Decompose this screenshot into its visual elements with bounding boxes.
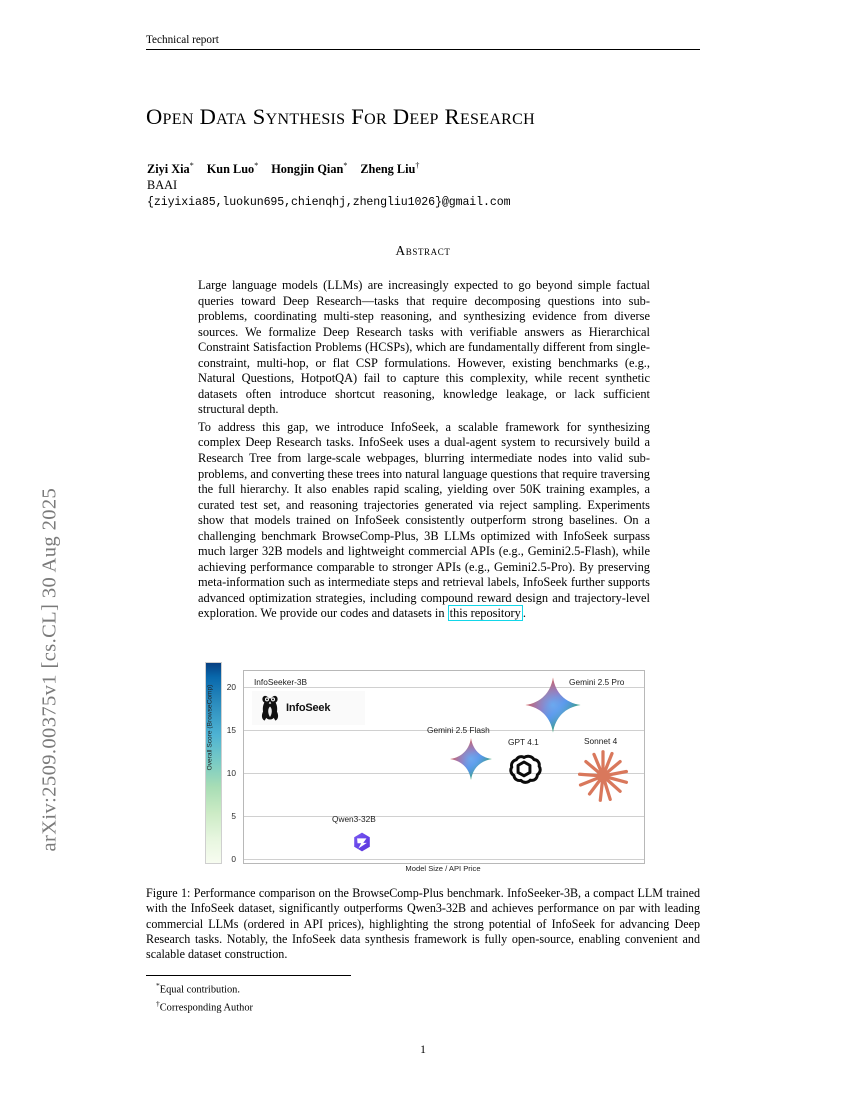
page-title: Open Data Synthesis For Deep Research (146, 104, 535, 129)
gemini-star-icon-flash (449, 737, 493, 781)
running-head-rule (146, 49, 700, 50)
author-name: Zheng Liu (360, 162, 416, 177)
author-entry (271, 162, 347, 176)
footnotes (146, 975, 700, 1015)
footnote-item (146, 997, 700, 1015)
author-mark: † (415, 161, 420, 170)
arxiv-stamp (0, 0, 60, 1100)
chart-point-label-gemini-2-5-flash: Gemini 2.5 Flash (427, 725, 490, 735)
page-number: 1 (420, 1043, 426, 1056)
footnote-rule (146, 975, 351, 976)
footnote-text: Equal contribution. (159, 984, 240, 996)
chart-ylabel: Overall Score (BrowseComp) (206, 684, 214, 771)
abstract-paragraph-2 (198, 420, 650, 622)
chart-ytick: 15 (226, 725, 236, 735)
running-head-text: Technical report (146, 34, 219, 46)
chart-point-label-sonnet-4: Sonnet 4 (584, 736, 618, 746)
abstract-heading: Abstract (395, 243, 451, 258)
arxiv-stamp-text: arXiv:2509.00375v1 [cs.CL] 30 Aug 2025 (38, 487, 61, 852)
chart-plot-area (243, 670, 645, 864)
author-mark: * (343, 161, 348, 170)
affiliation: BAAI (147, 178, 178, 193)
infoseek-owl-logo-panel (252, 691, 365, 725)
chart-gridline (244, 687, 644, 688)
footnote-item (146, 979, 700, 997)
author-name: Kun Luo (206, 162, 255, 177)
author-entry (360, 162, 419, 176)
repository-link[interactable]: this repository (449, 606, 521, 621)
chart-yaxis-ticks (198, 670, 243, 862)
abstract-p2-text-before-link: To address this gap, we introduce InfoSeek, a scalable framework for synthesizing complex Deep Research tasks. InfoSeek uses a dual-agent system to recursively build a Research Tree from large-scale webpages, blurring intermediate nodes into valid sub-problems, and converting these trees into natural language questions that require traversing the full hierarchy. It also enables rapid scaling, yielding over 50K training examples, a curated test set, and reasoning trajectories generated via reject sampling. Experiments show that models trained on InfoSeek consistently outperform strong baselines. On a challenging benchmark BrowseComp-Plus, 3B LLMs optimized with InfoSeek surpass much larger 32B models and lightweight commercial APIs (e.g., Gemini2.5-Flash), while achieving performance comparable to stronger APIs (e.g., Gemini2.5-Pro). By preserving meta-information such as intermediate steps and retrieval labels, InfoSeek further supports advanced optimization strategies, including compound reward design and trajectory-level exploration. We provide our codes and datasets in (198, 419, 650, 621)
chart-ytick: 20 (226, 682, 236, 692)
abstract-paragraph-1: Large language models (LLMs) are increasingly expected to go beyond simple factual queries toward Deep Research—tasks that require decomposing questions into sub-problems, coordinating multi-step reasoning, and synthesizing evidence from diverse sources. We formalize Deep Research tasks with verifiable answers as Hierarchical Constraint Satisfaction Problems (HCSPs), which are fundamentally different from single-constraint, multi-hop, or flat CSP formulations. However, existing benchmarks (e.g., Natural Questions, HotpotQA) fail to capture this complexity, while recent synthetic datasets often introduce shortcut reasoning, knowledge leakage, or lack sufficient structural depth. (198, 278, 650, 417)
chart-gridline (244, 859, 644, 860)
chart-ytick: 0 (231, 854, 236, 864)
author-entry (207, 162, 259, 176)
anthropic-burst-icon (576, 749, 630, 803)
chart-ytick: 5 (231, 811, 236, 821)
author-mark: * (189, 161, 194, 170)
chart-xlabel: Model Size / API Price (405, 864, 481, 873)
chart-point-label-infoseeker-3b: InfoSeeker-3B (254, 677, 308, 687)
running-head (146, 33, 700, 50)
author-name: Hongjin Qian (271, 162, 344, 177)
footnote-text: Corresponding Author (159, 1002, 253, 1014)
author-list (147, 158, 701, 177)
figure-caption: Figure 1: Performance comparison on the BrowseComp-Plus benchmark. InfoSeeker-3B, a compact LLM trained with the InfoSeek dataset, significantly outperforms Qwen3-32B and achieves performance on par with leading commercial LLMs (ordered in API prices), highlighting the strong potential of InfoSeek for advancing Deep Research tasks. Notably, the InfoSeek data synthesis framework is fully open-source, enabling convenient and scalable dataset construction. (146, 886, 700, 962)
chart-point-label-qwen3-32b: Qwen3-32B (332, 814, 376, 824)
paper-page (146, 0, 700, 1100)
qwen-logo (349, 829, 375, 860)
author-emails: {ziyixia85,luokun695,chienqhj,zhengliu1026}@gmail.com (147, 195, 511, 209)
figure-1 (198, 662, 650, 872)
authors-block (147, 158, 701, 211)
gemini-star-icon-pro (524, 676, 582, 734)
chart-gridline (244, 816, 644, 817)
abstract-body (198, 278, 650, 622)
chart-ytick: 10 (226, 768, 236, 778)
infoseek-logo-wordmark: InfoSeek (286, 702, 331, 714)
author-mark: * (254, 161, 259, 170)
footnote-mark: * (156, 981, 160, 990)
openai-logo (506, 751, 542, 787)
infoseek-owl-logo (258, 694, 282, 722)
abstract-p2-text-after-link: . (522, 606, 526, 621)
author-entry (147, 162, 194, 176)
footnote-mark: † (156, 998, 160, 1008)
chart-point-label-gpt-4-1: GPT 4.1 (508, 737, 539, 747)
author-name: Ziyi Xia (147, 162, 190, 177)
chart-point-label-gemini-2-5-pro: Gemini 2.5 Pro (569, 677, 625, 687)
